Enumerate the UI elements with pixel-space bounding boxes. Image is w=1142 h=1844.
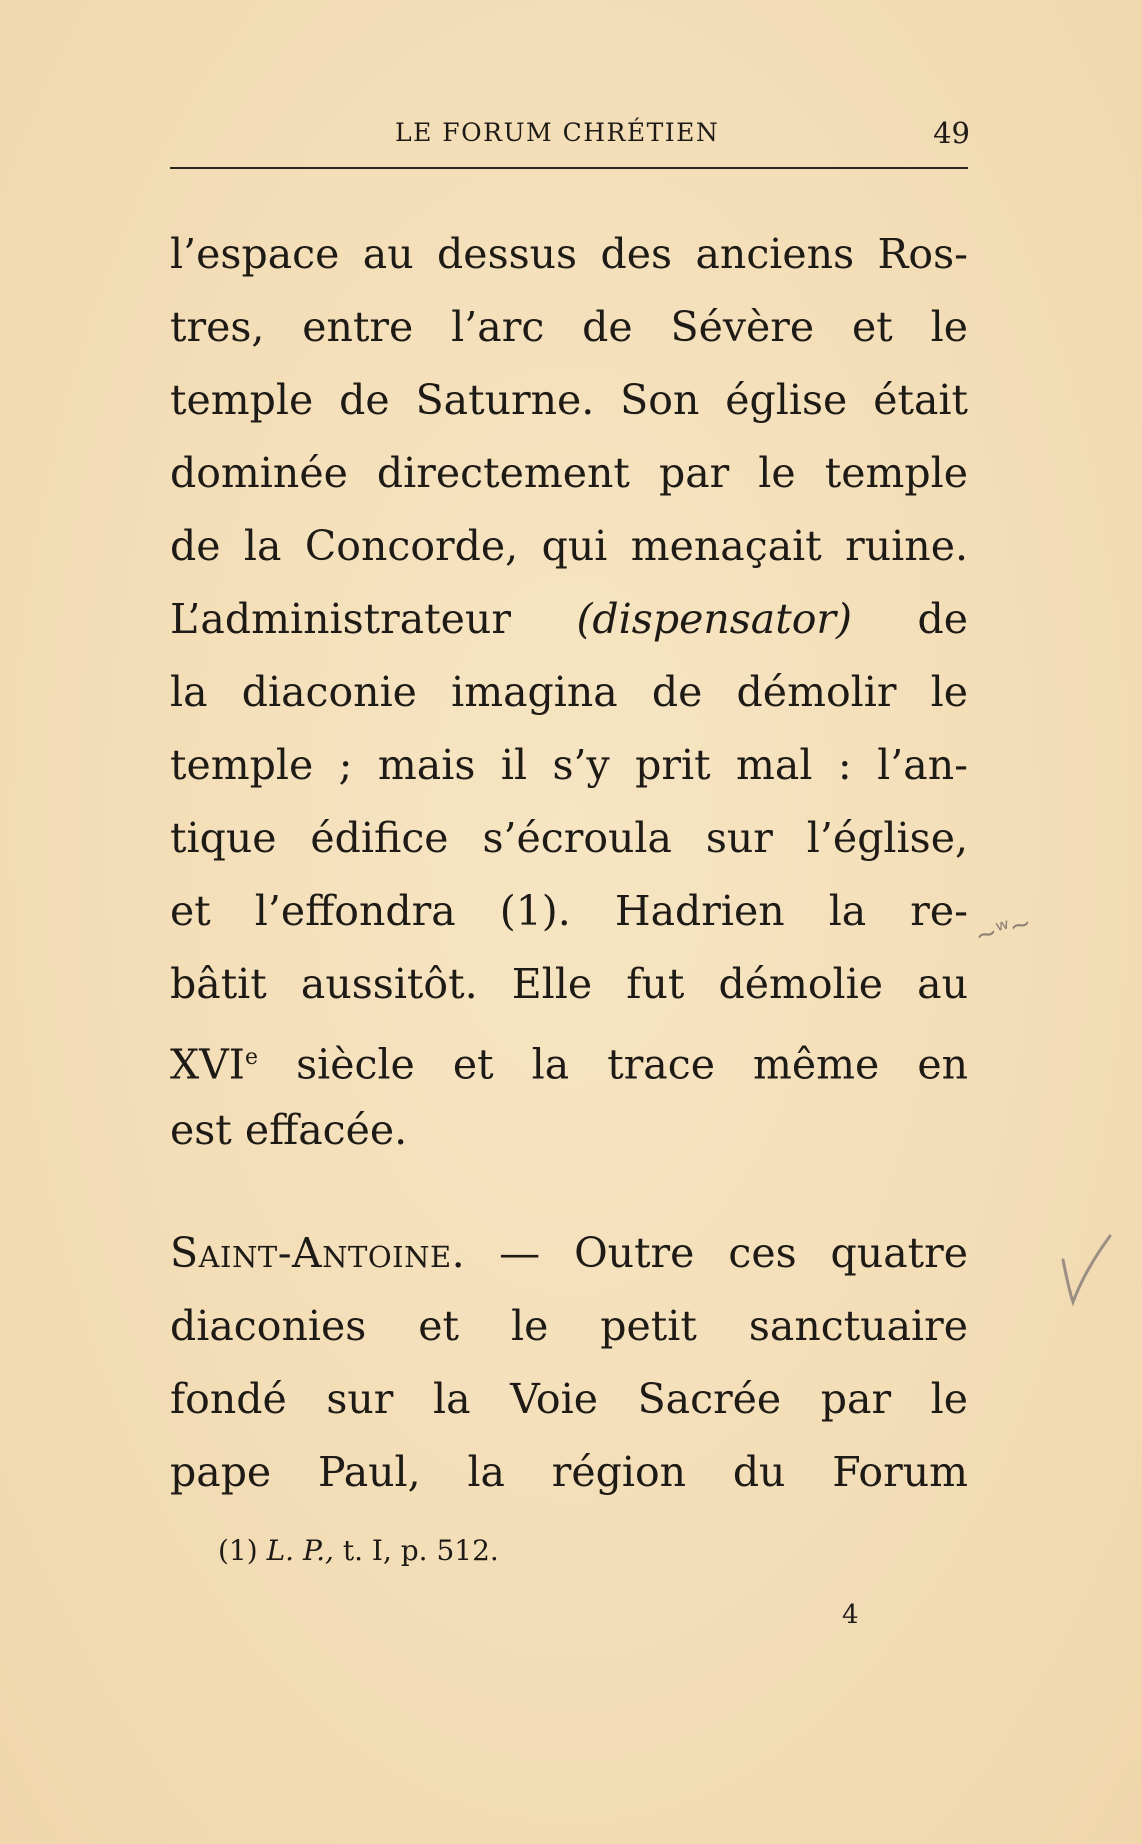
text-line: diaconies et le petit sanctuaire <box>170 1302 968 1350</box>
running-title: LE FORUM CHRÉTIEN <box>395 118 720 147</box>
text-line: tres, entre l’arc de Sévère et le <box>170 303 968 351</box>
roman-numeral: XVI <box>170 1040 245 1089</box>
text-line: est effacée. <box>170 1106 408 1154</box>
text-line: pape Paul, la région du Forum <box>170 1448 968 1496</box>
text-line: l’espace au dessus des anciens Ros- <box>170 230 968 278</box>
pencil-check-mark-icon <box>1055 1230 1115 1310</box>
footnote <box>218 1534 499 1567</box>
text-line: et l’effondra (1). Hadrien la re- <box>170 887 968 935</box>
text-line: tique édifice s’écroula sur l’église, <box>170 814 968 862</box>
text-line: temple de Saturne. Son église était <box>170 376 968 424</box>
running-head <box>170 118 970 158</box>
text-line: bâtit aussitôt. Elle fut démolie au <box>170 960 968 1008</box>
text-span: de <box>852 595 969 643</box>
page-number: 49 <box>933 116 970 150</box>
text-line: temple ; mais il s’y prit mal : l’an- <box>170 741 968 789</box>
footnote-source: L. P., <box>266 1534 334 1567</box>
paragraph-gap <box>170 1167 968 1217</box>
text-line-heading <box>170 1217 968 1290</box>
text-line: de la Concorde, qui menaçait ruine. <box>170 522 968 570</box>
text-line: fondé sur la Voie Sacrée par le <box>170 1375 968 1423</box>
italic-term: (dispensator) <box>576 595 852 643</box>
text-span: siècle et la trace même en <box>258 1040 968 1089</box>
pencil-scribble: ~ʷ~ <box>972 908 1035 952</box>
header-rule <box>170 167 968 169</box>
footnote-text: t. I, p. 512. <box>333 1534 499 1567</box>
text-line: dominée directement par le temple <box>170 449 968 497</box>
text-line: la diaconie imagina de démolir le <box>170 668 968 716</box>
footnote-marker: (1) <box>218 1534 267 1567</box>
section-heading: Saint-Antoine. <box>170 1229 466 1277</box>
superscript: e <box>245 1045 259 1070</box>
body-text <box>170 218 968 1509</box>
text-line-admin <box>170 583 968 656</box>
text-span: L’administrateur <box>170 595 577 643</box>
signature-mark: 4 <box>842 1600 859 1630</box>
text-line-century <box>170 1021 968 1094</box>
text-span: — Outre ces quatre <box>465 1229 968 1277</box>
